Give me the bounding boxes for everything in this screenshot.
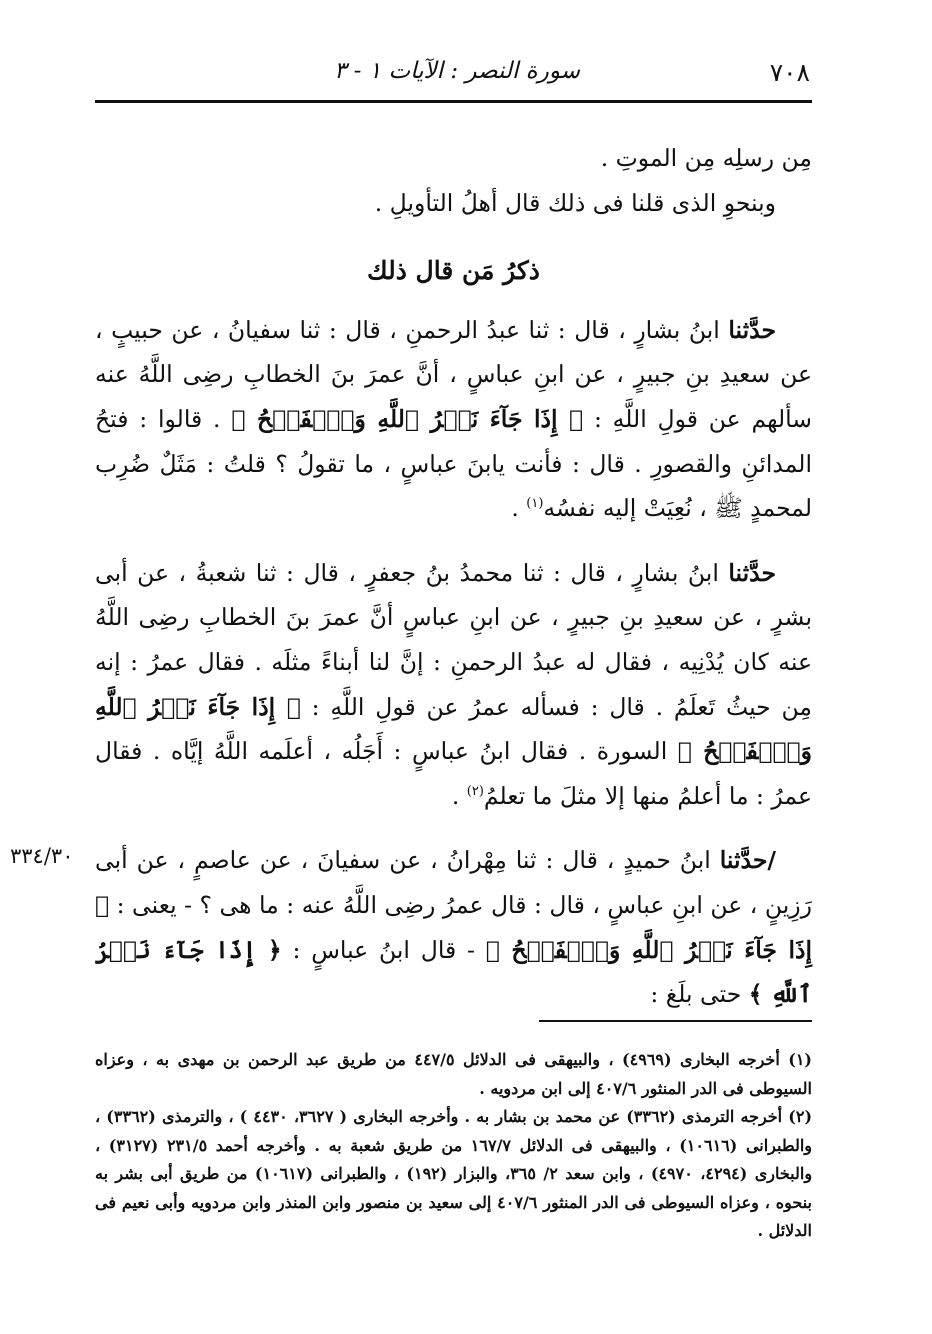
quran-verse: ﴿ إِذَا جَآءَ نَصۡرُ ٱللَّهِ ﴾ [95, 935, 812, 1009]
hadith-lead: حدَّثنا [728, 315, 776, 344]
hadith-text: ابنُ حميدٍ ، قال : ثنا مِهْرانُ ، عن سفيانَ ، عن عاصمٍ ، عن أبى رَزِينٍ ، عن ابنِ عباسٍ ، قال : قال عمرُ رضِى اللَّهُ عنه : ما هى ؟ - يعنى : [95, 846, 812, 919]
hadith-text: السورة . فقال ابنُ عباسٍ : أَجَلُه ، أعلَمه اللَّهُ إيَّاه . فقال عمرُ : ما أعلمُ منها إلا مثلَ ما تعلمُ [95, 737, 812, 810]
header-rule [95, 100, 812, 103]
hadith-paragraph [95, 308, 812, 531]
hadith-paragraph [95, 838, 812, 1016]
footnotes [95, 1046, 812, 1246]
page-number: ٧٠٨ [769, 58, 810, 87]
hadith-text: ابنُ بشارٍ ، قال : ثنا عبدُ الرحمنِ ، قال : ثنا سفيانُ ، عن حبيبٍ ، عن سعيدِ بنِ جبيرٍ ، عن ابنِ عباسٍ ، أنَّ عمرَ بنَ الخطابِ رضِى اللَّهُ عنه سألهم عن قولِ اللَّهِ : [95, 315, 812, 433]
text-line: وبنحوِ الذى قلنا فى ذلك قال أهلُ التأويلِ . [374, 188, 776, 217]
section-heading: ذكرُ مَن قال ذلك [367, 256, 540, 286]
hadith-end: . [511, 494, 527, 523]
footnote: (١) أخرجه البخارى (٤٩٦٩) ، والبيهقى فى الدلائل ٤٤٧/٥ من طريق عبد الرحمن بن مهدى به ، وعزاه السيوطى فى الدر المنثور ٤٠٧/٦ إلى ابن مردويه . [95, 1050, 812, 1098]
hadith-text: حتى بلَغ : [650, 980, 742, 1009]
quran-verse: ﴿ إِذَا جَآءَ نَصۡرُ ٱللَّهِ وَٱلۡفَتۡحُ ﴾ [95, 692, 812, 766]
hadith-text: . قالوا : فتحُ المدائنِ والقصورِ . قال : فأنت يابنَ عباسٍ ، ما تقولُ ؟ قلتُ : مَثَلٌ ضُرِب لمحمدٍ ﷺ ، نُعِيَتْ إليه نفسُه [95, 404, 812, 523]
hadith-text: - قال ابنُ عباسٍ : [292, 935, 475, 964]
quran-verse: ﴿ إِذَا جَآءَ نَصۡرُ ٱللَّهِ وَٱلۡفَتۡحُ ﴾ [231, 404, 584, 433]
quran-verse: ﴿ إِذَا جَآءَ نَصۡرُ ٱللَّهِ وَٱلۡفَتۡحُ ﴾ [95, 890, 812, 964]
text-line: مِن رسلِه مِن الموتِ . [600, 144, 812, 172]
hadith-lead: /حدَّثنا [719, 846, 776, 875]
hadith-end: . [451, 781, 467, 810]
hadith-text: ابنُ بشارٍ ، قال : ثنا محمدُ بنُ جعفرٍ ، قال : ثنا شعبةُ ، عن أبى بشرٍ ، عن سعيدِ بنِ جبيرٍ ، عن ابنِ عباسٍ أنَّ عمرَ بنَ الخطابِ رضِى اللَّهُ عنه كان يُدْنِيه ، فقال له عبدُ الرحمنِ : إنَّ لنا أبناءً مثلَه . فقال عمرُ : إنه مِن حيثُ تَعلَمُ . قال : فسأله عمرُ عن قولِ اللَّهِ : [95, 558, 812, 721]
page-header [95, 52, 810, 98]
footnote-rule [539, 1020, 812, 1022]
footnote-marker[interactable]: (١) [526, 496, 544, 512]
margin-reference: ٣٣٤/٣٠ [10, 844, 74, 868]
running-title: سورة النصر : الآيات ١ - ٣ [334, 58, 580, 84]
main-text [95, 136, 812, 1017]
hadith-paragraph [95, 551, 812, 819]
footnote-marker[interactable]: (٢) [466, 783, 484, 799]
footnote: (٢) أخرجه الترمذى (٣٣٦٢) عن محمد بن بشار به . وأخرجه البخارى ( ٣٦٢٧، ٤٤٣٠ ) ، والترمذى (٣٣٦٢) ، والطبرانى (١٠٦١٦) ، والبيهقى فى الدلائل ١٦٧/٧ من طريق شعبة به . وأخرجه أحمد ٢٣١/٥ (٣١٢٧) ، والبخارى (٤٢٩٤، ٤٩٧٠) ، وابن سعد ٢/ ٣٦٥، والبزار (١٩٢) ، والطبرانى (١٠٦١٧) من طريق أبى بشر به بنحوه ، وعزاه السيوطى فى الدر المنثور ٤٠٧/٦ إلى سعيد بن منصور وابن المنذر وابن مردويه وأبى نعيم فى الدلائل . [95, 1107, 813, 1240]
hadith-lead: حدَّثنا [728, 558, 776, 587]
